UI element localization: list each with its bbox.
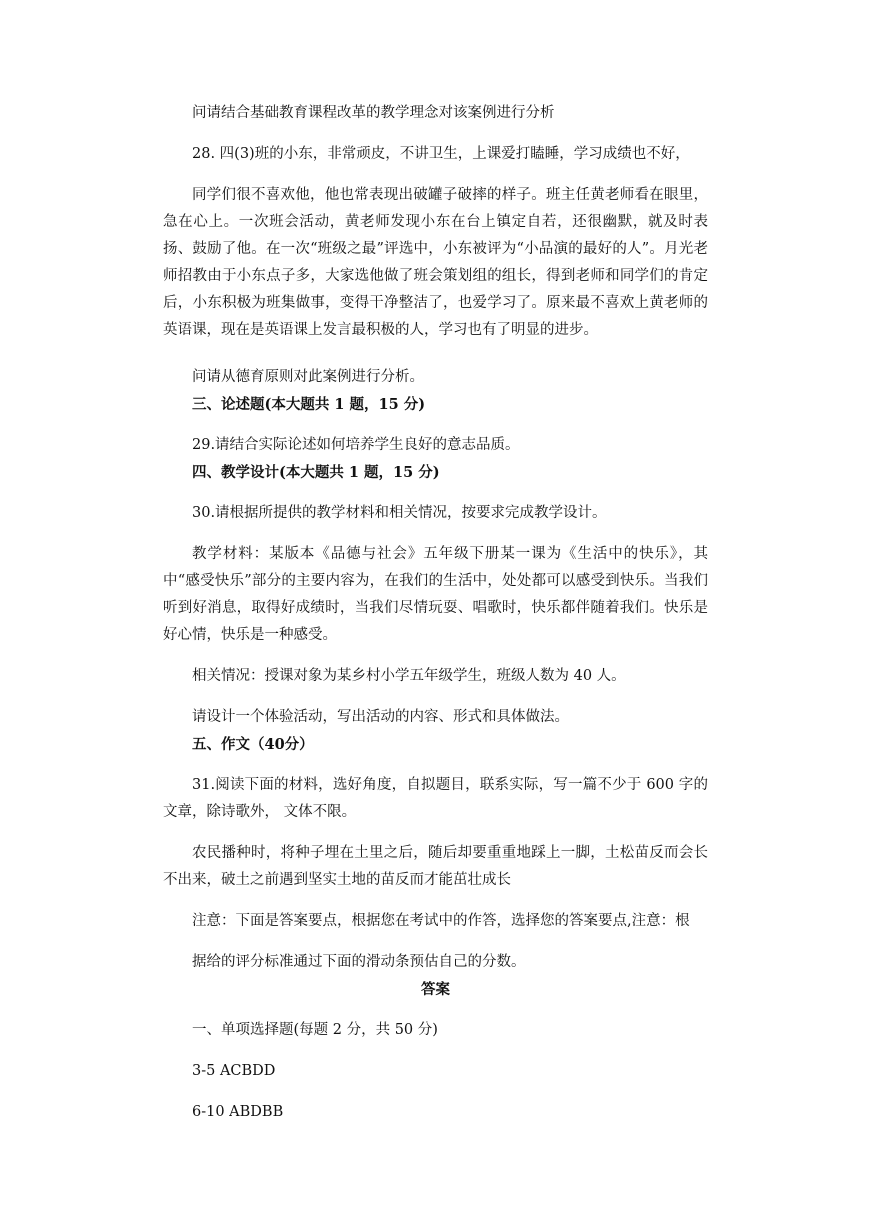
q30-material: 教学材料：某版本《品德与社会》五年级下册某一课为《生活中的快乐》，其中“感受快乐”部分的主要内容为，在我们的生活中，处处都可以感受到快乐。当我们听到好消息，取得好成绩时，当我们尽情玩耍、唱歌时，快乐都伴随着我们。快乐是好心情，快乐是一种感受。 (163, 546, 708, 643)
q28-case-text: 同学们很不喜欢他，他也常表现出破罐子破摔的样子。班主任黄老师看在眼里，急在心上。一次班会活动，黄老师发现小东在台上镇定自若，还很幽默，就及时表扬、鼓励了他。在一次“班级之最”评选中，小东被评为“小品演的最好的人”。月光老师招教由于小东点子多，大家选他做了班会策划组的组长，得到老师和同学们的肯定后，小东积极为班集做事，变得干净整洁了，也爱学习了。原来最不喜欢上黄老师的英语课，现在是英语课上发言最积极的人，学习也有了明显的进步。 (163, 187, 708, 338)
answer-6-10: 6-10 ABDBB (192, 1104, 284, 1120)
q28-intro: 28. 四(3)班的小东，非常顽皮，不讲卫生，上课爱打瞌睡，学习成绩也不好， (192, 146, 690, 162)
answer-note-line-1: 注意：下面是答案要点，根据您在考试中的作答，选择您的答案要点,注意：根 (192, 913, 690, 929)
answer-section-1: 一、单项选择题(每题 2 分，共 50 分) (192, 1022, 438, 1038)
q31-material: 农民播种时，将种子埋在土里之后，随后却要重重地踩上一脚，土松苗反而会长不出来，破土之前遇到坚实土地的苗反而才能茁壮成长 (163, 845, 708, 888)
section-5-title: 五、作文（40分） (192, 736, 314, 753)
answer-title: 答案 (421, 981, 450, 998)
q29-question: 29.请结合实际论述如何培养学生良好的意志品质。 (192, 437, 520, 453)
document-page (163, 100, 708, 1126)
q30-context: 相关情况：授课对象为某乡村小学五年级学生，班级人数为 40 人。 (192, 668, 626, 684)
answer-note-line-2: 据给的评分标准通过下面的滑动条预估自己的分数。 (192, 954, 526, 970)
q31-question: 31.阅读下面的材料，选好角度，自拟题目，联系实际，写一篇不少于 600 字的文章，除诗歌外， 文体不限。 (163, 777, 708, 820)
q30-question: 30.请根据所提供的教学材料和相关情况，按要求完成教学设计。 (192, 505, 607, 521)
q30-task: 请设计一个体验活动，写出活动的内容、形式和具体做法。 (192, 709, 569, 725)
section-3-title: 三、论述题(本大题共 1 题，15 分) (192, 396, 426, 413)
answer-3-5: 3-5 ACBDD (192, 1063, 276, 1079)
q28-question: 问请从德育原则对此案例进行分析。 (192, 369, 424, 385)
section-4-title: 四、教学设计(本大题共 1 题，15 分) (192, 464, 440, 481)
q27-question-tail: 问请结合基础教育课程改革的教学理念对该案例进行分析 (192, 105, 555, 121)
